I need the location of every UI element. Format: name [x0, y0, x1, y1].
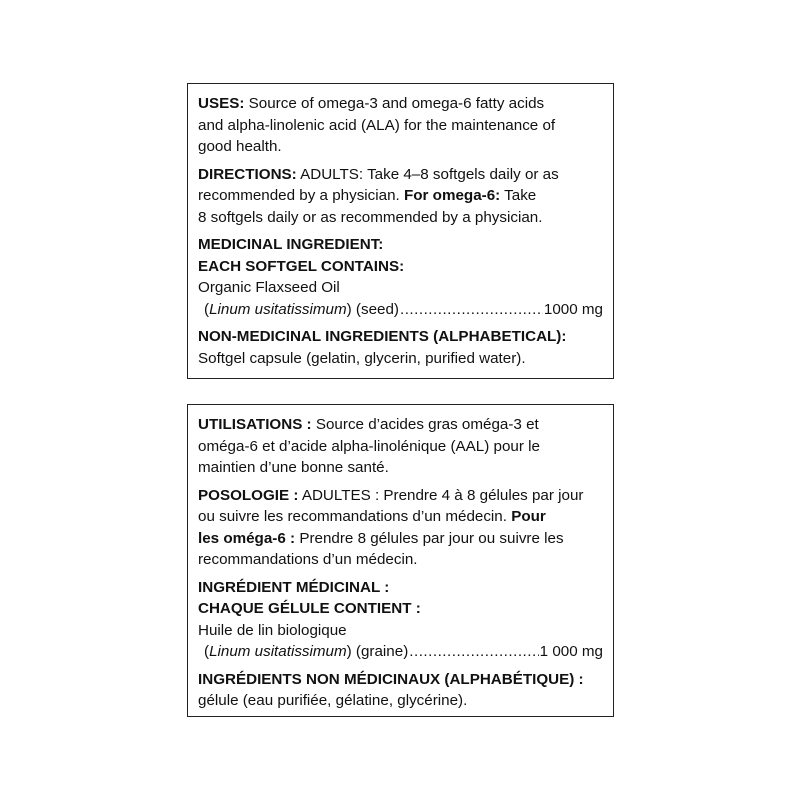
ingredient-amount-row-fr: (Linum usitatissimum) (graine) ..... 1 000 mg: [198, 641, 603, 663]
english-label-panel: [187, 83, 614, 379]
medicinal-ingredient-heading: MEDICINAL INGREDIENT:: [198, 236, 384, 253]
uses-text-line-1: Source of omega-3 and omega-6 fatty acids: [248, 95, 545, 112]
ingredient-amount-fr: 1 000 mg: [539, 643, 603, 660]
uses-text-line-2: and alpha-linolenic acid (ALA) for the maintenance of: [198, 116, 556, 134]
ingredient-medicinal-section: [198, 577, 603, 663]
directions-text-take: Take: [504, 187, 537, 204]
ingredient-name: Organic Flaxseed Oil: [198, 279, 340, 296]
posologie-text-line-4: recommandations d’un médecin.: [198, 551, 418, 568]
utilisations-text-line-1: Source d’acides gras oméga-3 et: [315, 416, 539, 433]
ingredient-medicinal-heading: INGRÉDIENT MÉDICINAL :: [198, 578, 390, 596]
latin-name-fr: Linum usitatissimum: [209, 643, 347, 660]
posologie-text-line-3: Prendre 8 gélules par jour ou suivre les: [299, 529, 564, 547]
dot-leader: [400, 299, 543, 321]
pour-heading: Pour: [511, 508, 546, 525]
utilisations-section: [198, 414, 603, 479]
non-medicinal-section: [198, 326, 603, 369]
directions-section: [198, 164, 603, 229]
ingredient-name-fr: Huile de lin biologique: [198, 621, 347, 639]
directions-heading: DIRECTIONS:: [198, 165, 297, 183]
non-medicinal-text-fr: gélule (eau purifiée, gélatine, glycérine).: [198, 692, 468, 709]
non-medicinal-section-fr: [198, 669, 603, 712]
uses-heading: USES:: [198, 95, 245, 112]
non-medicinal-text: Softgel capsule (gelatin, glycerin, purified water).: [198, 349, 526, 367]
posologie-section: [198, 485, 603, 571]
each-softgel-heading: EACH SOFTGEL CONTAINS:: [198, 257, 405, 275]
french-label-panel: [187, 404, 614, 717]
ingredient-amount: 1000 mg: [543, 300, 603, 318]
uses-section: [198, 93, 603, 158]
utilisations-heading: UTILISATIONS :: [198, 416, 312, 433]
directions-text-line-3: 8 softgels daily or as recommended by a physician.: [198, 208, 543, 226]
chaque-gelule-heading: CHAQUE GÉLULE CONTIENT :: [198, 600, 421, 617]
omega-6-heading-fr: les oméga-6 :: [198, 529, 296, 547]
omega-6-heading: For omega-6:: [404, 187, 501, 204]
non-medicinal-heading-fr: INGRÉDIENTS NON MÉDICINAUX (ALPHABÉTIQUE) :: [198, 670, 584, 688]
posologie-text-line-1: ADULTES : Prendre 4 à 8 gélules par jour: [301, 486, 584, 504]
latin-name: Linum usitatissimum: [209, 300, 347, 318]
medicinal-ingredient-section: [198, 234, 603, 320]
non-medicinal-heading: NON-MEDICINAL INGREDIENTS (ALPHABETICAL):: [198, 328, 567, 345]
dot-leader-fr: [409, 641, 538, 663]
utilisations-text-line-3: maintien d’une bonne santé.: [198, 459, 389, 476]
utilisations-text-line-2: oméga-6 et d’acide alpha-linolénique (AAL) pour le: [198, 437, 540, 455]
posologie-heading: POSOLOGIE :: [198, 486, 299, 504]
ingredient-amount-row: (Linum usitatissimum) (seed) ..... 1000 mg: [198, 299, 603, 321]
uses-text-line-3: good health.: [198, 138, 282, 155]
directions-text-line-1: ADULTS: Take 4–8 softgels daily or as: [300, 165, 559, 183]
directions-text-line-2: recommended by a physician.: [198, 187, 400, 204]
posologie-text-line-2: ou suivre les recommandations d’un médecin.: [198, 508, 507, 525]
